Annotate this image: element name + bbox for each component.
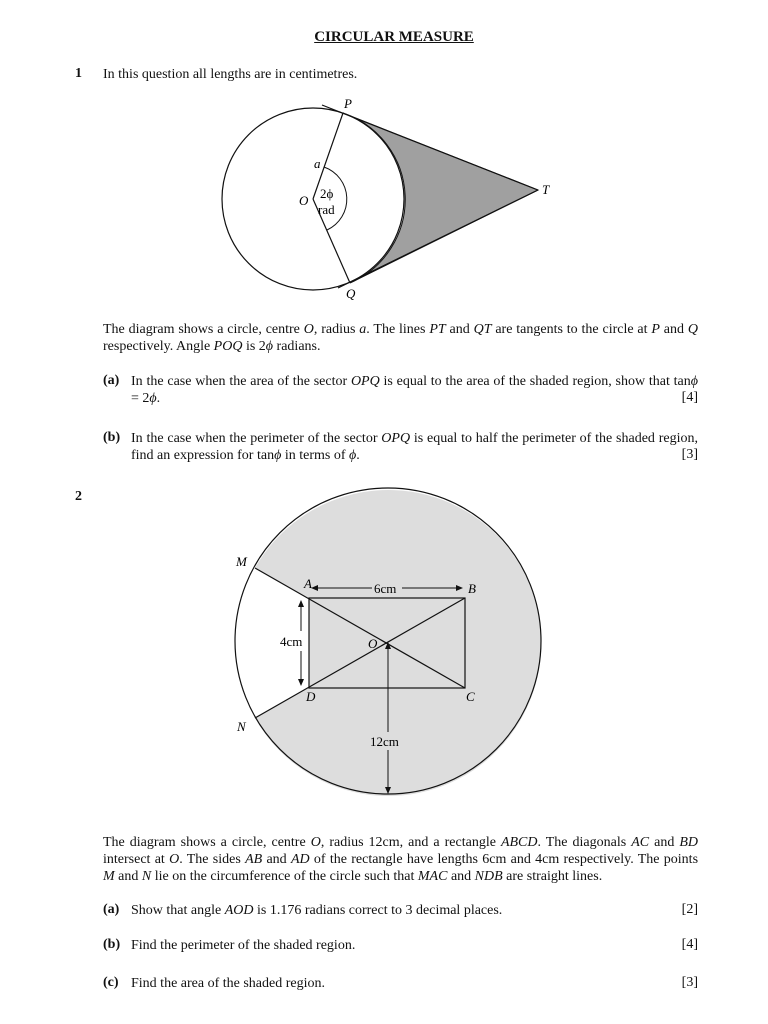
question-1-diagram [0, 0, 768, 310]
q2-label-o: O [368, 636, 378, 651]
q1-shaded-region [343, 113, 538, 283]
q1-part-b-marks: [3] [681, 447, 698, 462]
q2-label-n: N [237, 719, 246, 734]
q2-label-b: B [468, 581, 476, 596]
question-2-description: The diagram shows a circle, centre O, radius 12cm, and a rectangle ABCD. The diagonals AC and BD intersect at O. The sides AB and AD of the rectangle have lengths 6cm and 4cm respectively. The points M and N lie on the circumference of the circle such that MAC and NDB are straight lines. [103, 835, 699, 884]
q2-dim-height-arrow-bottom [298, 679, 304, 686]
q2-label-d: D [306, 689, 316, 704]
question-1-intro: In this question all lengths are in centimetres. [103, 67, 358, 82]
q2-part-b-text: Find the perimeter of the shaded region. [131, 938, 356, 953]
q2-dim-height-arrow-top [298, 600, 304, 607]
q2-part-c-text: Find the area of the shaded region. [131, 976, 325, 991]
q1-label-p: P [344, 96, 352, 111]
question-1-number: 1 [75, 66, 82, 81]
q2-part-c-marks: [3] [681, 975, 698, 990]
question-2-number: 2 [75, 489, 82, 504]
q2-part-a-label: (a) [103, 902, 120, 917]
q1-part-a-marks: [4] [681, 390, 698, 405]
q2-part-a-marks: [2] [681, 902, 698, 917]
q2-part-b-marks: [4] [681, 937, 698, 952]
q1-part-b-label: (b) [103, 430, 121, 445]
q2-dim-height: 4cm [280, 634, 303, 649]
question-2-diagram [0, 480, 768, 810]
q2-label-c: C [466, 689, 475, 704]
q1-label-o: O [299, 193, 309, 208]
q2-part-c-label: (c) [103, 975, 119, 990]
q1-part-a-label: (a) [103, 373, 120, 388]
page-title: CIRCULAR MEASURE [314, 29, 474, 45]
q1-label-q: Q [346, 286, 356, 301]
question-1-description: The diagram shows a circle, centre O, radius a. The lines PT and QT are tangents to the circle at P and Q respectively. Angle POQ is 2ϕ radians. [103, 322, 698, 354]
q1-angle-value: 2ϕ [320, 186, 334, 201]
q2-part-a-text: Show that angle AOD is 1.176 radians correct to 3 decimal places. [131, 903, 503, 918]
q1-angle-unit: rad [318, 202, 335, 217]
q2-part-b-label: (b) [103, 937, 121, 952]
q1-part-b-text: In the case when the perimeter of the sector OPQ is equal to half the perimeter of the shaded region, find an expression for tanϕ in terms of ϕ. [131, 431, 698, 463]
q2-label-a: A [304, 576, 312, 591]
q1-part-a-text: In the case when the area of the sector OPQ is equal to the area of the shaded region, show that tanϕ = 2ϕ. [131, 374, 699, 406]
q2-label-m: M [236, 554, 247, 569]
q1-label-t: T [542, 182, 550, 197]
q2-dim-radius: 12cm [370, 734, 399, 749]
q2-dim-width: 6cm [374, 581, 397, 596]
q1-label-a: a [314, 156, 321, 171]
